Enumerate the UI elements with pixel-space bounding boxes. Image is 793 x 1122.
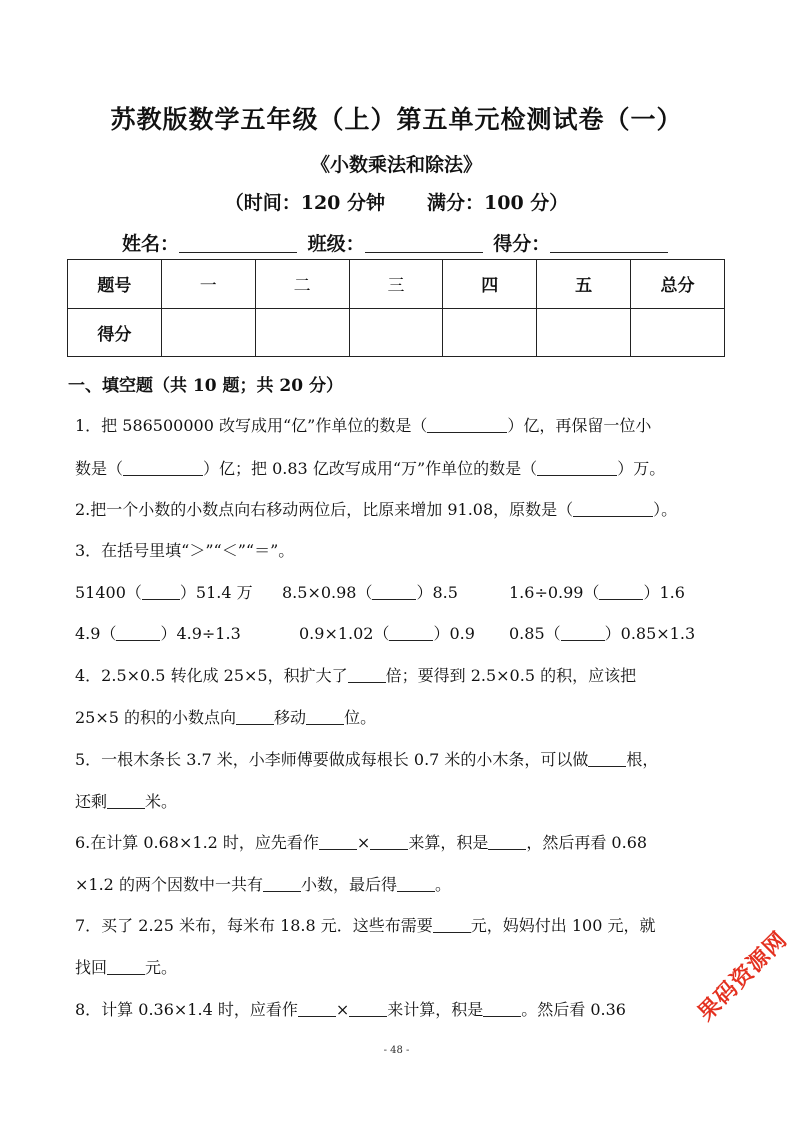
question-4-line-1	[75, 663, 636, 686]
header-cell-4: 四	[443, 260, 537, 309]
header-cell-1: 一	[161, 260, 255, 309]
score-table-header-row	[68, 260, 725, 309]
q3-compare-6	[509, 621, 695, 644]
q1-blank-2[interactable]	[123, 459, 203, 476]
q5-text-d: 米。	[145, 792, 178, 811]
question-6-line-1	[75, 830, 647, 853]
score-cell-total[interactable]	[631, 308, 725, 357]
q6-text-a: 6.在计算 0.68×1.2 时，应先看作	[75, 833, 319, 852]
score-cell-5[interactable]	[537, 308, 631, 357]
header-cell-2: 二	[255, 260, 349, 309]
q1-blank-3[interactable]	[537, 459, 617, 476]
q3-compare-row-1	[75, 580, 685, 603]
question-7-line-1	[75, 913, 656, 936]
question-1-line-1	[75, 413, 651, 436]
q1-text-a: 1．把 586500000 改写成用“亿”作单位的数是（	[75, 416, 428, 435]
header-cell-3: 三	[349, 260, 443, 309]
q3-c1-left: 51400（	[75, 583, 142, 602]
score-blank[interactable]	[550, 232, 668, 253]
question-1-line-2	[75, 456, 665, 479]
q3-text: 3．在括号里填“＞”“＜”“＝”。	[75, 541, 295, 560]
q4-blank-2[interactable]	[236, 708, 274, 725]
q3-c5-left: 0.9×1.02（	[299, 624, 390, 643]
q3-c1-right: ）51.4 万	[179, 583, 253, 602]
name-label: 姓名：	[122, 233, 180, 255]
page-title: 苏教版数学五年级（上）第五单元检测试卷（一）	[110, 105, 683, 134]
q3-compare-5	[299, 621, 509, 644]
question-8-line-1	[75, 997, 626, 1020]
q6-blank-4[interactable]	[263, 875, 301, 892]
q4-text-b: 倍；要得到 2.5×0.5 的积，应该把	[385, 666, 637, 685]
q6-text-d: ，然后再看 0.68	[526, 833, 648, 852]
q3-compare-3	[509, 580, 685, 603]
score-label: 得分：	[493, 233, 551, 255]
q6-blank-5[interactable]	[397, 875, 435, 892]
score-table-score-row	[68, 308, 725, 357]
q3-compare-2	[282, 580, 509, 603]
q3-compare-1	[75, 580, 282, 603]
q1-text-c: 数是（	[75, 459, 124, 478]
q6-blank-2[interactable]	[370, 833, 408, 850]
q2-text-b: ）。	[653, 500, 678, 519]
q2-text-a: 2.把一个小数的小数点向右移动两位后，比原来增加 91.08，原数是（	[75, 500, 574, 519]
page-subtitle: 《小数乘法和除法》	[310, 154, 482, 176]
score-row-label: 得分	[68, 308, 162, 357]
question-5-line-2	[75, 789, 177, 812]
q6-text-c: 来算，积是	[408, 833, 489, 852]
q7-blank-1[interactable]	[433, 916, 471, 933]
header-cell-total: 总分	[631, 260, 725, 309]
student-info	[122, 229, 672, 256]
q3-c6-left: 0.85（	[509, 624, 561, 643]
q8-blank-2[interactable]	[349, 1000, 387, 1017]
question-2	[75, 497, 677, 520]
score-table	[67, 259, 725, 357]
q7-text-c: 找回	[75, 958, 108, 977]
q3-c2-left: 8.5×0.98（	[282, 583, 373, 602]
q8-text-c: 来计算，积是	[387, 1000, 484, 1019]
q5-text-c: 还剩	[75, 792, 108, 811]
q3-c3-blank[interactable]	[599, 583, 643, 600]
q5-text-a: 5．一根木条长 3.7 米，小李师傅要做成每根长 0.7 米的小木条，可以做	[75, 750, 589, 769]
q3-c6-blank[interactable]	[561, 624, 605, 641]
q1-text-d: ）亿；把 0.83 亿改写成用“万”作单位的数是（	[203, 459, 538, 478]
q5-blank-1[interactable]	[588, 750, 626, 767]
q7-text-a: 7．买了 2.25 米布，每米布 18.8 元．这些布需要	[75, 916, 433, 935]
q3-c3-left: 1.6÷0.99（	[509, 583, 600, 602]
q7-text-b: 元，妈妈付出 100 元，就	[470, 916, 656, 935]
q3-c1-blank[interactable]	[142, 583, 180, 600]
q5-blank-2[interactable]	[107, 792, 145, 809]
exam-time: （时间：120 分钟	[224, 192, 385, 214]
q3-c3-right: ）1.6	[643, 583, 685, 602]
exam-time-score	[0, 188, 793, 215]
q3-c2-blank[interactable]	[372, 583, 416, 600]
q6-blank-3[interactable]	[488, 833, 526, 850]
section-heading-fill-blank: 一、填空题（共 10 题；共 20 分）	[68, 376, 343, 396]
q6-blank-1[interactable]	[319, 833, 357, 850]
q8-blank-1[interactable]	[298, 1000, 336, 1017]
question-5-line-1	[75, 747, 658, 770]
q1-blank-1[interactable]	[427, 416, 507, 433]
q6-text-e: ×1.2 的两个因数中一共有	[75, 875, 263, 894]
q3-compare-4	[75, 621, 299, 644]
q4-text-c: 25×5 的积的小数点向	[75, 708, 237, 727]
q3-c4-right: ）4.9÷1.3	[160, 624, 241, 643]
q3-c2-right: ）8.5	[416, 583, 458, 602]
q3-c5-blank[interactable]	[389, 624, 433, 641]
q3-c4-blank[interactable]	[116, 624, 160, 641]
watermark-stamp: 果码资源网	[693, 927, 793, 1027]
class-blank[interactable]	[365, 232, 483, 253]
class-label: 班级：	[307, 233, 365, 255]
q2-blank[interactable]	[573, 500, 653, 517]
question-6-line-2	[75, 872, 451, 895]
q8-text-d: 。然后看 0.36	[521, 1000, 626, 1019]
q1-text-e: ）万。	[617, 459, 666, 478]
header-cell-5: 五	[537, 260, 631, 309]
score-cell-2[interactable]	[255, 308, 349, 357]
q6-text-b: ×	[356, 833, 371, 852]
q4-blank-1[interactable]	[348, 666, 386, 683]
q3-c6-right: ）0.85×1.3	[604, 624, 696, 643]
question-4-line-2	[75, 705, 376, 728]
q3-compare-row-2	[75, 621, 695, 644]
q7-blank-2[interactable]	[107, 958, 145, 975]
q8-text-b: ×	[335, 1000, 350, 1019]
q3-c5-right: ）0.9	[433, 624, 475, 643]
question-3	[75, 538, 294, 561]
name-blank[interactable]	[179, 232, 297, 253]
exam-full-score: 满分：100 分）	[427, 192, 569, 214]
q4-blank-3[interactable]	[306, 708, 344, 725]
q6-text-g: 。	[434, 875, 451, 894]
question-7-line-2	[75, 955, 177, 978]
q3-c4-left: 4.9（	[75, 624, 117, 643]
score-cell-4[interactable]	[443, 308, 537, 357]
q4-text-e: 位。	[344, 708, 377, 727]
page-number: - 48 -	[383, 1045, 410, 1056]
q7-text-d: 元。	[145, 958, 178, 977]
score-cell-3[interactable]	[349, 308, 443, 357]
q4-text-a: 4．2.5×0.5 转化成 25×5，积扩大了	[75, 666, 348, 685]
q1-text-b: ）亿，再保留一位小	[507, 416, 652, 435]
q6-text-f: 小数，最后得	[300, 875, 397, 894]
score-cell-1[interactable]	[161, 308, 255, 357]
q5-text-b: 根，	[626, 750, 659, 769]
q8-text-a: 8．计算 0.36×1.4 时，应看作	[75, 1000, 298, 1019]
q4-text-d: 移动	[274, 708, 307, 727]
q8-blank-3[interactable]	[483, 1000, 521, 1017]
header-cell-item: 题号	[68, 260, 162, 309]
